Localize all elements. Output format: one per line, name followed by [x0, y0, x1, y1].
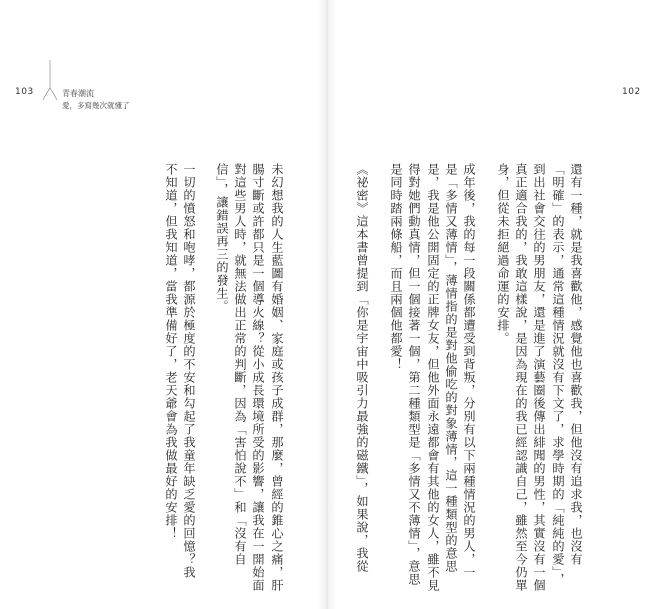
page-number-right: 102: [622, 87, 641, 97]
running-header-title: 青春潮流: [62, 89, 94, 98]
text-column: 不知道，但我知道，當我準備好了，老天爺會為我做最好的安排！: [164, 163, 178, 540]
text-column: 未幻想我的人生藍圖有婚姻、家庭或孩子成群，那麼，曾經的錐心之痛，肝: [270, 163, 284, 592]
text-column: 還有一種，就是我喜歡他，感覺他也喜歡我，但他沒有追求我，也沒有: [569, 163, 583, 566]
text-column: 身，但從未拒絕過命運的安排。: [496, 163, 510, 345]
text-column: 成年後，我的每一段關係都遭受到背叛，分別有以下兩種情況的男人，一: [462, 163, 476, 579]
text-column: 是，我是他公開固定的正牌女友，但他外面永遠都會有其他的女人，雖不見: [426, 163, 440, 592]
text-column: 對這些男人時，就無法做出正常的判斷，因為「害怕說不」和「沒有自: [233, 163, 247, 566]
running-header-subtitle: 愛，多寫幾次就懂了: [62, 101, 130, 110]
book-gutter: [318, 0, 336, 609]
text-column: 「明確」的表示，通常這種情況就沒有下文了，求學時期的「純純的愛」，: [551, 163, 565, 586]
text-column: 《祕密》這本書曾提到「你是宇宙中吸引力最強的磁鐵」，如果說，我從: [355, 163, 369, 573]
header-line-ornament: [42, 60, 58, 100]
text-column: 信」，讓錯誤再三的發生。: [215, 163, 229, 313]
text-column: 腸寸斷或許都只是一個導火線？從小成長環境所受的影響，讓我在一開始面: [251, 163, 265, 592]
text-column: 是「多情又薄情」，薄情指的是對他偷吃的對象薄情，這一種類型的意思: [444, 163, 458, 573]
text-column: 真正適合我的，我敢這樣說，是因為現在的我已經認識自己，雖然至今仍單: [514, 163, 528, 592]
text-column: 到出社會交往的男朋友，還是進了演藝圈後傳出緋聞的男性，其實沒有一個: [532, 163, 546, 592]
text-column: 一切的憤怒和咆哮，都源於極度的不安和勾起了我童年缺乏愛的回憶？我: [182, 163, 196, 579]
page-number-left: 103: [15, 87, 34, 97]
text-column: 得對她們動真情，但一個接著一個，第二種類型是「多情又不薄情」，意思: [407, 163, 421, 586]
text-column: 是同時踏兩條船，而且兩個他都愛！: [389, 163, 403, 371]
